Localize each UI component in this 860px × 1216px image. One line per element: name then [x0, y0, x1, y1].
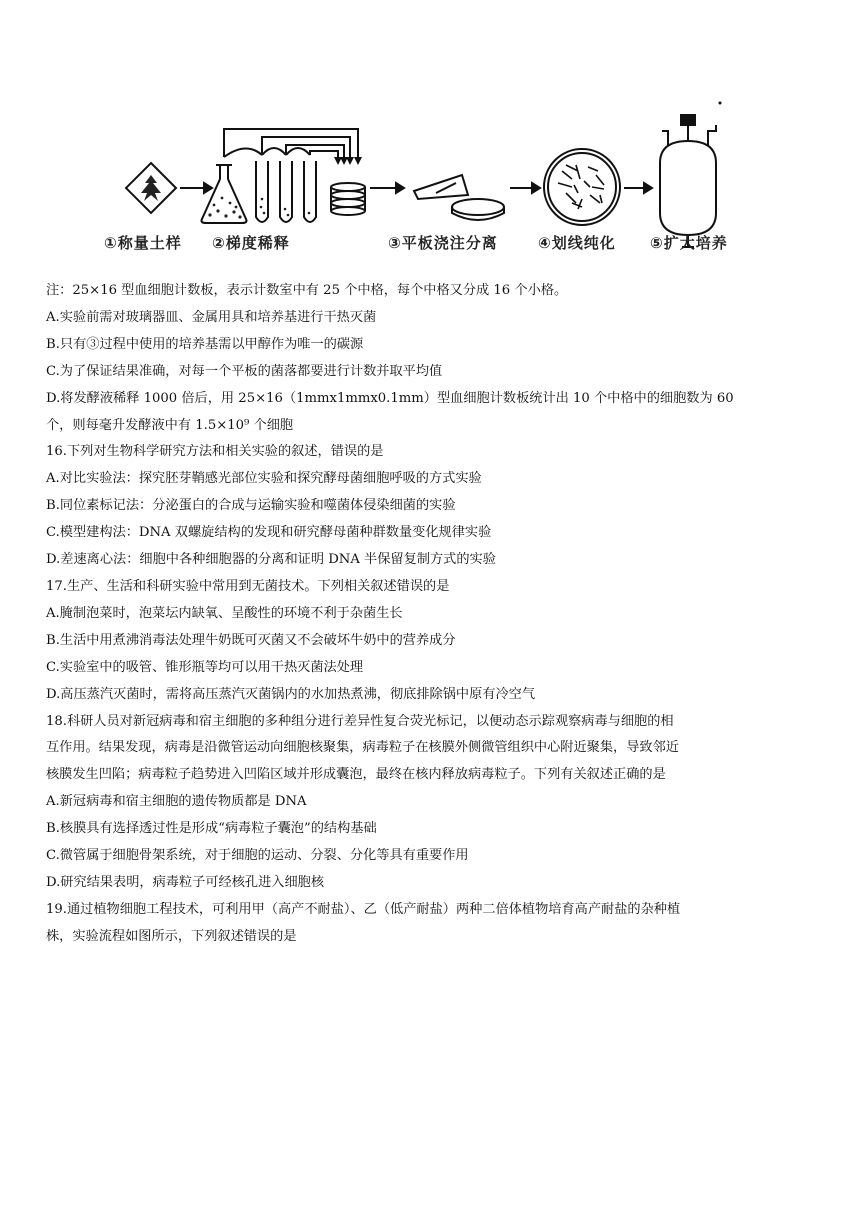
- question-18-stem-continued: 互作用。结果发现，病毒是沿微管运动向细胞核聚集，病毒粒子在核膜外侧微管组织中心附近聚集，导致邻近: [46, 740, 679, 756]
- step-label-weigh-soil: ①称量土样: [104, 234, 182, 252]
- option-line: C.模型建构法：DNA 双螺旋结构的发现和研究酵母菌种群数量变化规律实验: [46, 525, 492, 541]
- option-line: D.研究结果表明，病毒粒子可经核孔进入细胞核: [46, 874, 325, 890]
- question-18-stem: 18.科研人员对新冠病毒和宿主细胞的多种组分进行差异性复合荧光标记，以便动态示踪观察病毒与细胞的相: [46, 713, 674, 729]
- option-line: A.实验前需对玻璃器皿、金属用具和培养基进行干热灭菌: [46, 309, 377, 325]
- dilution-flask-icon: [202, 165, 247, 223]
- option-line: D.差速离心法：细胞中各种细胞器的分离和证明 DNA 半保留复制方式的实验: [46, 552, 496, 568]
- streak-plate-icon: [544, 149, 620, 225]
- option-line-continued: 个，则每毫升发酵液中有 1.5×10⁹ 个细胞: [46, 417, 294, 433]
- step-label-gradient-dilution: ②梯度稀释: [212, 234, 290, 252]
- option-line: A.对比实验法：探究胚芽鞘感光部位实验和探究酵母菌细胞呼吸的方式实验: [46, 471, 482, 487]
- question-16-stem: 16.下列对生物科学研究方法和相关实验的叙述，错误的是: [46, 444, 384, 460]
- plate-stack-icon: [331, 183, 365, 215]
- question-text-block: [46, 278, 816, 951]
- option-line: B.同位素标记法：分泌蛋白的合成与运输实验和噬菌体侵染细菌的实验: [46, 498, 456, 514]
- option-line: A.新冠病毒和宿主细胞的遗传物质都是 DNA: [46, 794, 307, 810]
- question-19-stem: 19.通过植物细胞工程技术，可利用甲（高产不耐盐）、乙（低产耐盐）两种二倍体植物培育高产耐盐的杂种植: [46, 901, 681, 917]
- step-label-scale-up-culture: ⑤扩大培养: [650, 234, 728, 252]
- step-label-streak-purification: ④划线纯化: [538, 234, 616, 252]
- option-line: D.高压蒸汽灭菌时，需将高压蒸汽灭菌锅内的水加热煮沸，彻底排除锅中原有冷空气: [46, 686, 536, 702]
- plate-pouring-icon: [414, 175, 504, 220]
- option-line: C.为了保证结果准确，对每一个平板的菌落都要进行计数并取平均值: [46, 363, 443, 379]
- question-17-stem: 17.生产、生活和科研实验中常用到无菌技术。下列相关叙述错误的是: [46, 578, 450, 594]
- test-tubes-icon: [256, 161, 316, 222]
- question-19-stem-continued: 株，实验流程如图所示，下列叙述错误的是: [46, 928, 297, 944]
- option-line: C.微管属于细胞骨架系统，对于细胞的运动、分裂、分化等具有重要作用: [46, 848, 469, 864]
- question-18-stem-continued: 核膜发生凹陷；病毒粒子趋势进入凹陷区域并形成囊泡，最终在核内释放病毒粒子。下列有关叙述正确的是: [46, 767, 666, 783]
- fermenter-icon: [660, 115, 716, 247]
- note-line: 注：25×16 型血细胞计数板，表示计数室中有 25 个中格，每个中格又分成 16 个小格。: [46, 283, 568, 298]
- option-line: B.核膜具有选择透过性是形成“病毒粒子囊泡”的结构基础: [46, 821, 377, 837]
- option-line: C.实验室中的吸管、锥形瓶等均可以用干热灭菌法处理: [46, 659, 364, 675]
- option-line: A.腌制泡菜时，泡菜坛内缺氧、呈酸性的环境不利于杂菌生长: [46, 605, 403, 621]
- soil-sample-icon: [126, 163, 176, 213]
- option-line: B.生活中用煮沸消毒法处理牛奶既可灭菌又不会破坏牛奶中的营养成分: [46, 632, 456, 648]
- option-line: D.将发酵液稀释 1000 倍后，用 25×16（1mmx1mmx0.1mm）型血细胞计数板统计出 10 个中格中的细胞数为 60: [46, 390, 734, 406]
- step-label-plate-pouring: ③平板浇注分离: [388, 234, 498, 252]
- option-line: B.只有③过程中使用的培养基需以甲醇作为唯一的碳源: [46, 336, 364, 352]
